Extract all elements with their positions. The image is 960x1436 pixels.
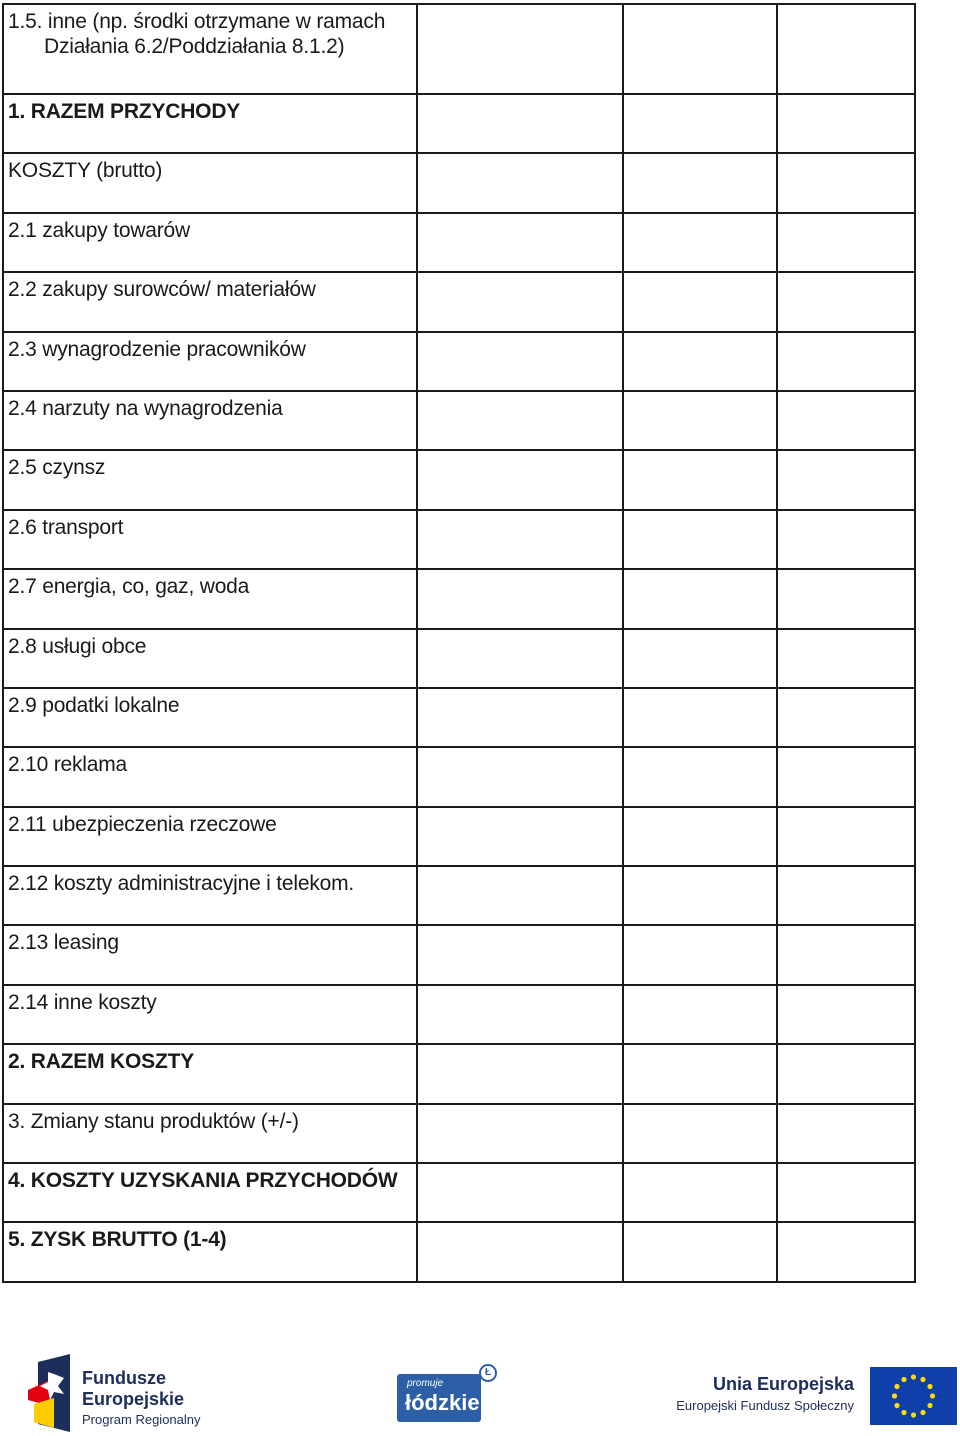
- value-cell[interactable]: [777, 925, 915, 984]
- value-cell[interactable]: [777, 213, 915, 272]
- value-cell[interactable]: [417, 510, 623, 569]
- table-row: [3, 272, 915, 331]
- value-cell[interactable]: [623, 1044, 777, 1103]
- value-cell[interactable]: [777, 569, 915, 628]
- value-cell[interactable]: [417, 332, 623, 391]
- row-label: 5. ZYSK BRUTTO (1-4): [3, 1222, 417, 1281]
- table-row: [3, 1044, 915, 1103]
- value-cell[interactable]: [417, 1222, 623, 1281]
- fe-line2: Europejskie: [82, 1389, 185, 1409]
- value-cell[interactable]: [417, 391, 623, 450]
- value-cell[interactable]: [417, 866, 623, 925]
- table-row: [3, 688, 915, 747]
- value-cell[interactable]: [623, 985, 777, 1044]
- table-row: [3, 925, 915, 984]
- value-cell[interactable]: [417, 213, 623, 272]
- value-cell[interactable]: [623, 1104, 777, 1163]
- row-label: 2.9 podatki lokalne: [3, 688, 417, 747]
- row-label: 2.13 leasing: [3, 925, 417, 984]
- fundusze-europejskie-text: [82, 1368, 232, 1430]
- table-row: [3, 569, 915, 628]
- table-row: [3, 94, 915, 153]
- value-cell[interactable]: [623, 391, 777, 450]
- value-cell[interactable]: [417, 925, 623, 984]
- row-label: 2.4 narzuty na wynagrodzenia: [3, 391, 417, 450]
- row-label-line1: 1.5. inne (np. środki otrzymane w ramach: [8, 10, 386, 33]
- row-label: 2. RAZEM KOSZTY: [3, 1044, 417, 1103]
- row-label: 2.5 czynsz: [3, 450, 417, 509]
- promuje-lodzkie-logo: [397, 1364, 497, 1424]
- value-cell[interactable]: [777, 1104, 915, 1163]
- value-cell[interactable]: [417, 153, 623, 212]
- value-cell[interactable]: [623, 747, 777, 806]
- value-cell[interactable]: [623, 4, 777, 94]
- lodz-top-text: promuje: [407, 1378, 444, 1389]
- row-label: 2.12 koszty administracyjne i telekom.: [3, 866, 417, 925]
- value-cell[interactable]: [623, 569, 777, 628]
- value-cell[interactable]: [623, 629, 777, 688]
- value-cell[interactable]: [417, 629, 623, 688]
- fundusze-europejskie-logo: [28, 1354, 218, 1432]
- value-cell[interactable]: [777, 153, 915, 212]
- table-row: [3, 1104, 915, 1163]
- fe-line1: Fundusze: [82, 1368, 166, 1388]
- value-cell[interactable]: [777, 332, 915, 391]
- table-row: [3, 510, 915, 569]
- footer-logos: [0, 1350, 960, 1436]
- value-cell[interactable]: [623, 450, 777, 509]
- value-cell[interactable]: [777, 94, 915, 153]
- eu-flag-icon: [870, 1367, 957, 1425]
- value-cell[interactable]: [417, 272, 623, 331]
- value-cell[interactable]: [623, 510, 777, 569]
- value-cell[interactable]: [777, 688, 915, 747]
- value-cell[interactable]: [417, 4, 623, 94]
- ue-line1: Unia Europejska: [712, 1374, 854, 1394]
- value-cell[interactable]: [417, 569, 623, 628]
- value-cell[interactable]: [417, 1044, 623, 1103]
- row-label: 2.7 energia, co, gaz, woda: [3, 569, 417, 628]
- value-cell[interactable]: [777, 866, 915, 925]
- value-cell[interactable]: [623, 213, 777, 272]
- value-cell[interactable]: [417, 1104, 623, 1163]
- table-row: [3, 807, 915, 866]
- table-row: [3, 629, 915, 688]
- row-label: 2.2 zakupy surowców/ materiałów: [3, 272, 417, 331]
- row-label: 2.8 usługi obce: [3, 629, 417, 688]
- value-cell[interactable]: [777, 1222, 915, 1281]
- row-label: 2.14 inne koszty: [3, 985, 417, 1044]
- row-label: 2.11 ubezpieczenia rzeczowe: [3, 807, 417, 866]
- table-row: [3, 153, 915, 212]
- table-row: [3, 391, 915, 450]
- row-label: 3. Zmiany stanu produktów (+/-): [3, 1104, 417, 1163]
- value-cell[interactable]: [777, 1163, 915, 1222]
- fundusze-europejskie-logo-icon: [28, 1354, 70, 1432]
- value-cell[interactable]: [417, 94, 623, 153]
- row-label: 1. RAZEM PRZYCHODY: [3, 94, 417, 153]
- table-row: [3, 4, 915, 94]
- value-cell[interactable]: [777, 272, 915, 331]
- row-label: 2.10 reklama: [3, 747, 417, 806]
- row-label: 2.1 zakupy towarów: [3, 213, 417, 272]
- budget-table: [2, 3, 916, 1283]
- lodz-badge: Ł: [479, 1364, 497, 1382]
- table-row: [3, 1222, 915, 1281]
- value-cell[interactable]: [777, 1044, 915, 1103]
- row-label-line2: Działania 6.2/Poddziałania 8.1.2): [44, 35, 345, 58]
- value-cell[interactable]: [623, 272, 777, 331]
- promuje-lodzkie-logo-icon: [397, 1374, 481, 1422]
- row-label: 2.3 wynagrodzenie pracowników: [3, 332, 417, 391]
- fe-line3: Program Regionalny: [82, 1412, 201, 1427]
- value-cell[interactable]: [623, 688, 777, 747]
- row-label: 2.6 transport: [3, 510, 417, 569]
- table-row: [3, 866, 915, 925]
- value-cell[interactable]: [777, 629, 915, 688]
- ue-line2: Europejski Fundusz Społeczny: [676, 1398, 854, 1413]
- unia-europejska-logo: [672, 1368, 862, 1418]
- value-cell[interactable]: [417, 688, 623, 747]
- value-cell[interactable]: [623, 332, 777, 391]
- row-label: [3, 4, 417, 94]
- row-label: 4. KOSZTY UZYSKANIA PRZYCHODÓW: [3, 1163, 417, 1222]
- table-row: [3, 1163, 915, 1222]
- value-cell[interactable]: [777, 450, 915, 509]
- value-cell[interactable]: [777, 4, 915, 94]
- value-cell[interactable]: [623, 925, 777, 984]
- value-cell[interactable]: [777, 391, 915, 450]
- table-row: [3, 747, 915, 806]
- value-cell[interactable]: [417, 747, 623, 806]
- value-cell[interactable]: [417, 450, 623, 509]
- value-cell[interactable]: [417, 1163, 623, 1222]
- value-cell[interactable]: [417, 985, 623, 1044]
- value-cell[interactable]: [777, 747, 915, 806]
- lodz-main-text: łódzkie: [405, 1390, 480, 1415]
- value-cell[interactable]: [417, 807, 623, 866]
- table-row: [3, 213, 915, 272]
- value-cell[interactable]: [623, 1163, 777, 1222]
- table-row: [3, 450, 915, 509]
- value-cell[interactable]: [777, 807, 915, 866]
- table-row: [3, 332, 915, 391]
- value-cell[interactable]: [623, 866, 777, 925]
- value-cell[interactable]: [777, 985, 915, 1044]
- row-label: KOSZTY (brutto): [3, 153, 417, 212]
- value-cell[interactable]: [777, 510, 915, 569]
- value-cell[interactable]: [623, 1222, 777, 1281]
- value-cell[interactable]: [623, 807, 777, 866]
- value-cell[interactable]: [623, 94, 777, 153]
- value-cell[interactable]: [623, 153, 777, 212]
- table-row: [3, 985, 915, 1044]
